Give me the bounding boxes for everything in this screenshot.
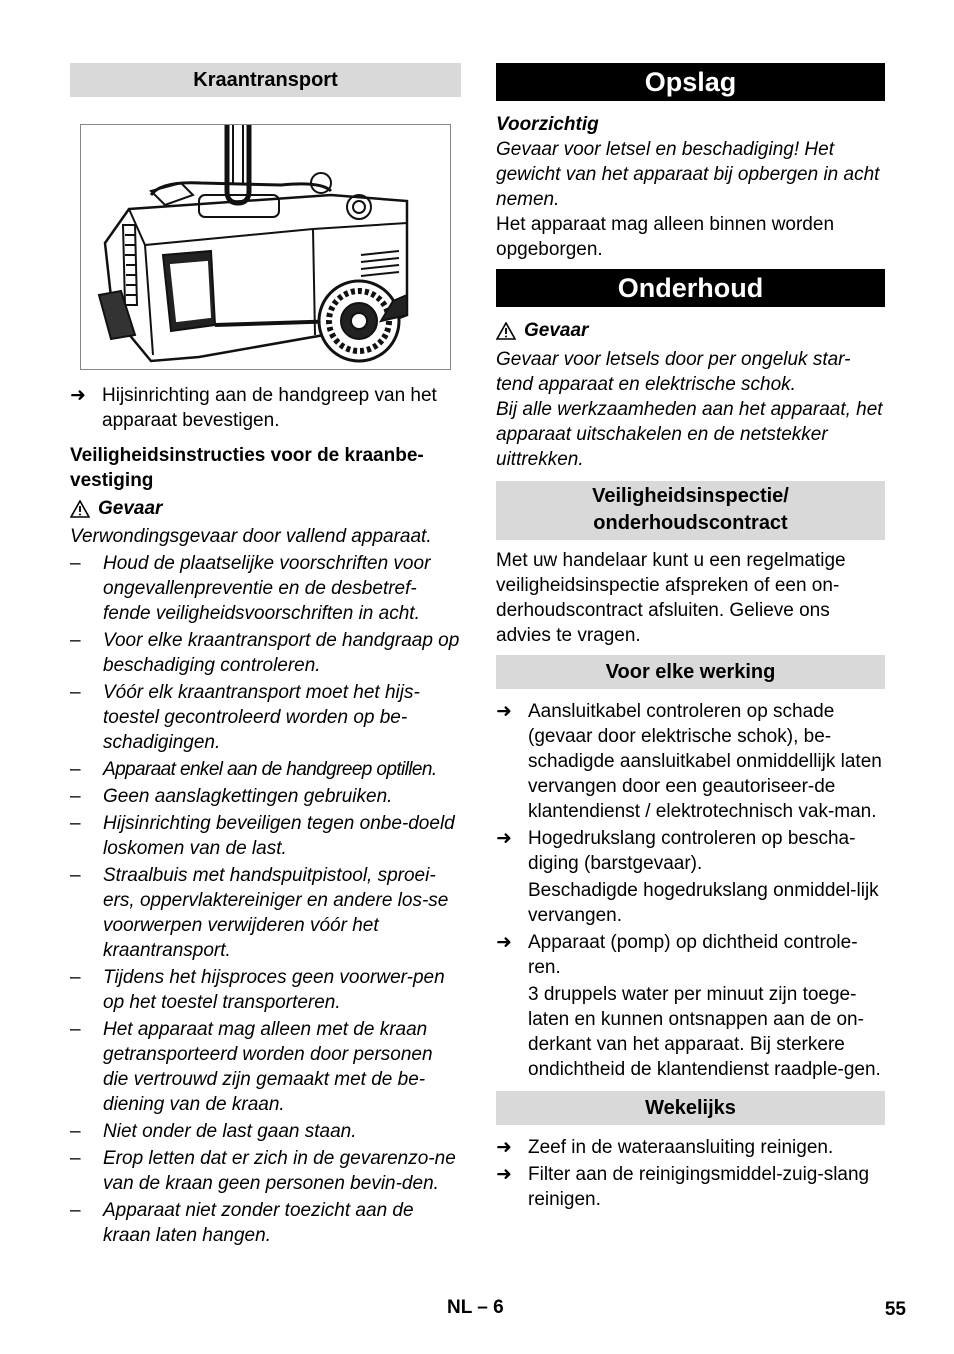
dash-bullet-icon: – [70,1148,81,1169]
safety-instructions-heading: Veiligheidsinstructies voor de kraanbe-vestiging [70,445,424,491]
arrow-right-icon: ➜ [496,828,512,849]
arrow-right-icon: ➜ [70,385,86,406]
warning-triangle-icon [70,500,90,518]
arrow-right-icon: ➜ [496,701,512,722]
left-column [70,63,461,1248]
dash-bullet-icon: – [70,1019,81,1040]
pump-note: 3 druppels water per minuut zijn toege-laten en kunnen ontsnappen aan de on-derkant van het apparaat. Bij sterkere ondichtheid de klantendienst raadple-gen. [528,984,881,1080]
danger-title: Gevaar [496,318,885,343]
clean-filter-item: ➜ Filter aan de reinigingsmiddel-zuig-slang reinigen. [496,1164,870,1210]
safety-list-text: Het apparaat mag alleen met de kraan getransporteerd worden door personen die vertrouwd zijn gemaakt met de be-diening van de kraan. [103,1019,433,1115]
safety-list-text: Voor elke kraantransport de handgraap op beschadiging controleren. [103,630,460,676]
dash-bullet-icon: – [70,759,81,780]
caution-text: Gevaar voor letsel en beschadiging! Het gewicht van het apparaat bij opbergen in acht nemen. [496,139,880,210]
safety-list-text: Apparaat enkel aan de handgreep optillen. [103,759,437,780]
safety-list-item [70,757,461,782]
check-cable-item: ➜ Aansluitkabel controleren op schade (gevaar door elektrische schok), be-schadigde aansluitkabel onmiddellijk laten vervangen door een geautoriseer-de klantendienst / elektrotechnisch vak-man. [496,701,882,822]
arrow-right-icon: ➜ [496,932,512,953]
check-pump-item: ➜ Apparaat (pomp) op dichtheid controle-ren. [496,932,858,978]
safety-list-item [70,1146,461,1196]
footer-language-page: NL – 6 [447,1297,504,1318]
dash-bullet-icon: – [70,630,81,651]
safety-list-item [70,680,461,755]
safety-list-text: Hijsinrichting beveiligen tegen onbe-doeld loskomen van de last. [103,813,455,859]
dash-bullet-icon: – [70,813,81,834]
caution-label: Voorzichtig [496,114,599,135]
arrow-right-icon: ➜ [496,1137,512,1158]
clean-strainer-item: ➜ Zeef in de wateraansluiting reinigen. [496,1137,834,1158]
section-header-voor-elke-werking: Voor elke werking [496,655,885,689]
inspection-text: Met uw handelaar kunt u een regelmatige veiligheidsinspectie afspreken of een on-derhoudscontract afsluiten. Gelieve ons advies te vragen. [496,550,846,646]
pressure-washer-illustration [81,125,450,369]
safety-list-item [70,551,461,626]
dash-bullet-icon: – [70,1200,81,1221]
safety-list-text: Tijdens het hijsproces geen voorwer-pen op het toestel transporteren. [103,967,445,1013]
dash-bullet-icon: – [70,786,81,807]
safety-list-text: Geen aanslagkettingen gebruiken. [103,786,393,807]
safety-list-item [70,1119,461,1144]
storage-text: Het apparaat mag alleen binnen worden opgeborgen. [496,214,835,260]
right-column [496,63,885,1212]
section-header-onderhoud: Onderhoud [496,269,885,307]
crane-transport-illustration [80,124,451,370]
safety-list-item [70,628,461,678]
footer-page-number: 55 [884,1299,906,1320]
dash-bullet-icon: – [70,553,81,574]
dash-bullet-icon: – [70,967,81,988]
dash-bullet-icon: – [70,865,81,886]
danger-text: Gevaar voor letsels door per ongeluk star-tend apparaat en elektrische schok. [496,349,851,395]
safety-list-item [70,811,461,861]
safety-list-item [70,1017,461,1117]
safety-list-text: Straalbuis met handspuitpistool, sproei-ers, oppervlaktereiniger en andere los-se voorwerpen verwijderen vóór het kraantransport. [103,865,449,961]
warning-text: Verwondingsgevaar door vallend apparaat. [70,526,432,547]
dash-bullet-icon: – [70,682,81,703]
safety-list [70,551,461,1248]
section-header-inspectie: Veiligheidsinspectie/ onderhoudscontract [496,481,885,540]
dash-bullet-icon: – [70,1121,81,1142]
safety-list-text: Erop letten dat er zich in de gevarenzo-ne van de kraan geen personen bevin-den. [103,1148,456,1194]
arrow-right-icon: ➜ [496,1164,512,1185]
warning-title: Gevaar [70,496,461,521]
warning-triangle-icon [496,322,516,340]
hoist-instruction: ➜ Hijsinrichting aan de handgreep van het apparaat bevestigen. [70,385,437,431]
safety-list-text: Apparaat niet zonder toezicht aan de kraan laten hangen. [103,1200,414,1246]
section-header-opslag: Opslag [496,63,885,101]
safety-list-text: Vóór elk kraantransport moet het hijs-toestel gecontroleerd worden op be-schadigingen. [103,682,420,753]
safety-list-item [70,965,461,1015]
safety-list-text: Niet onder de last gaan staan. [103,1121,357,1142]
section-header-kraantransport: Kraantransport [70,63,461,97]
safety-list-item [70,1198,461,1248]
danger-text-2: Bij alle werkzaamheden aan het apparaat, het apparaat uitschakelen en de netstekker uittrekken. [496,399,883,470]
section-header-wekelijks: Wekelijks [496,1091,885,1125]
hose-note: Beschadigde hogedrukslang onmiddel-lijk vervangen. [528,880,879,926]
safety-list-item [70,784,461,809]
safety-list-text: Houd de plaatselijke voorschriften voor ongevallenpreventie en de desbetref-fende veiligheidsvoorschriften in acht. [103,553,431,624]
check-hose-item: ➜ Hogedrukslang controleren op bescha-diging (barstgevaar). [496,828,856,874]
safety-list-item [70,863,461,963]
